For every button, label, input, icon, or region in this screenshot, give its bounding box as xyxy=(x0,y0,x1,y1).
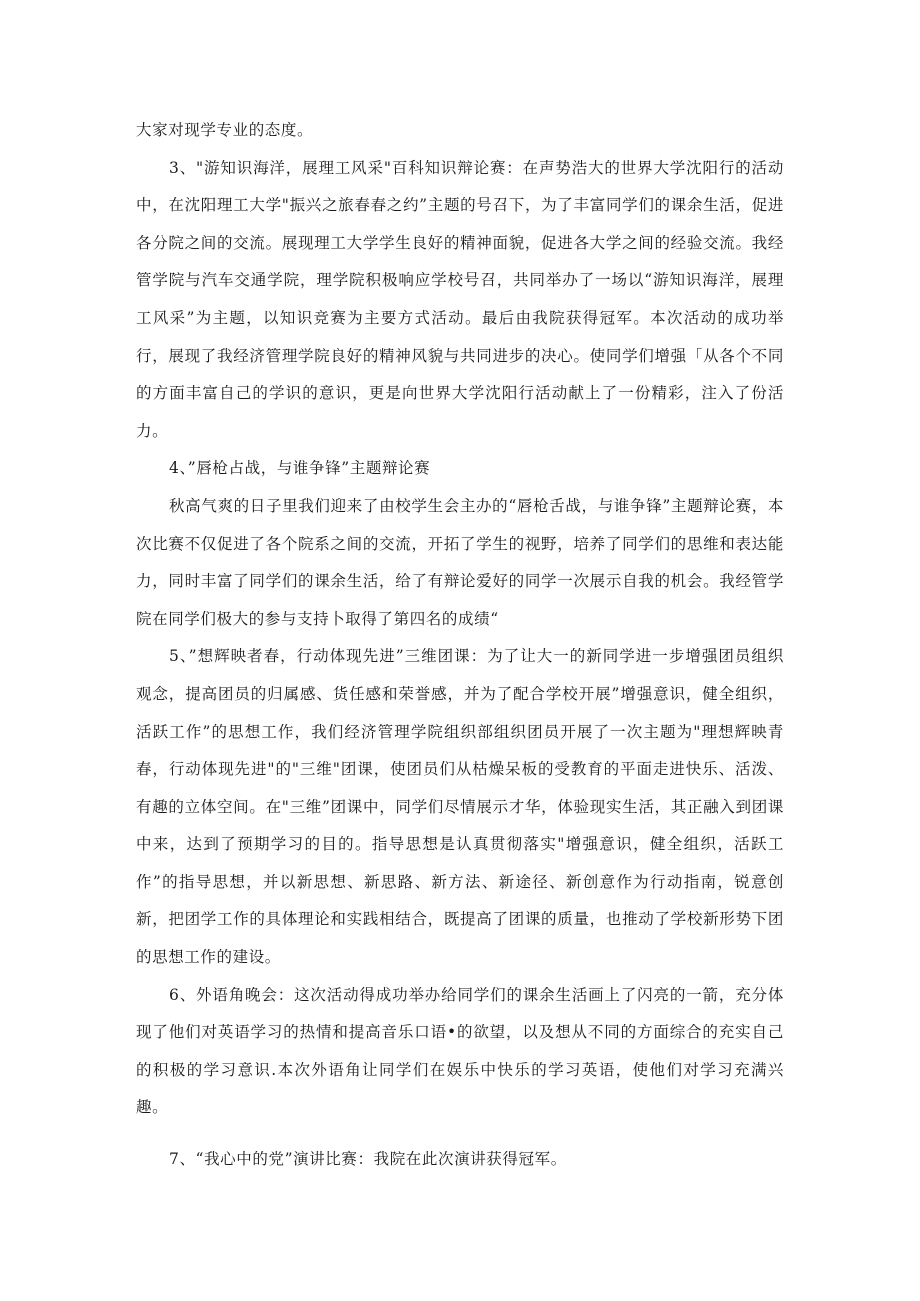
paragraph-item-5: 5、”想辉映者春，行动体现先进”三维团课：为了让大一的新同学进一步增强团员组织观念，提高团员的归属感、货任感和荣誉感，并为了配合学校开展”增强意识，健全组织，活跃工作”的思想工作，我们经济管理学院组织部组织团员开展了一次主题为"理想辉映青春，行动体现先进"的"三维"团课，使团员们从枯燥呆板的受教育的平面走进快乐、活泼、有趣的立体空间。在"三维”团课中，同学们尽情展示才华，体验现实生活，其正融入到团课中来，达到了预期学习的目的。指导思想是认真贯彻落实"增强意识，健全组织，活跃工作”的指导思想，并以新思想、新思路、新方法、新途径、新创意作为行动指南，锐意创新，把团学工作的具体理论和实践相结合，既提高了团课的质量，也推动了学校新形势下团的思想工作的建设。 xyxy=(136,647,784,967)
paragraph-continuation: 大家对现学专业的态度。 xyxy=(136,121,314,139)
paragraph-item-6: 6、外语角晚会：这次活动得成功举办给同学们的课余生活画上了闪亮的一箭，充分体现了他们对英语学习的热情和提高音乐口语•的欲望，以及想从不同的方面综合的充实自己的积极的学习意识.本次外语角让同学们在娱乐中快乐的学习英语，使他们对学习充满兴趣。 xyxy=(136,985,784,1117)
paragraph-item-4-heading: 4、”唇枪占战，与谁争锋”主题辩论赛 xyxy=(169,459,431,478)
paragraph-item-3: 3、"游知识海洋，展理工风采"百科知识辩论赛：在声势浩大的世界大学沈阳行的活动中，在沈阳理工大学"振兴之旅春春之约”主题的号召下，为了丰富同学们的课余生活，促进各分院之间的交流。展现理工大学学生良好的精神面貌，促进各大学之间的经验交流。我经管学院与汽车交通学院，理学院积极响应学校号召，共同举办了一场以“游知识海洋，展理工风采”为主题，以知识竞赛为主要方式活动。最后由我院获得冠军。本次活动的成功举行，展现了我经济管理学院良好的精神风貌与共同进步的决心。使同学们增强「从各个不同的方面丰富自己的学识的意识，更是向世界大学沈阳行活动献上了一份精彩，注入了份活力。 xyxy=(136,158,784,440)
paragraph-item-7: 7、“我心中的党”演讲比赛：我院在此次演讲获得冠军。 xyxy=(169,1150,567,1169)
document-body xyxy=(136,112,784,1179)
paragraph-item-4-body: 秋高气爽的日子里我们迎来了由校学生会主办的“唇枪舌战，与谁争锋”主题辩论赛，本次比赛不仅促进了各个院系之间的交流，开拓了学生的视野，培养了同学们的思维和表达能力，同时丰富了同学们的课余生活，给了有辩论爱好的同学一次展示自我的机会。我经管学院在同学们极大的参与支持卜取得了第四名的成绩“ xyxy=(136,496,784,628)
